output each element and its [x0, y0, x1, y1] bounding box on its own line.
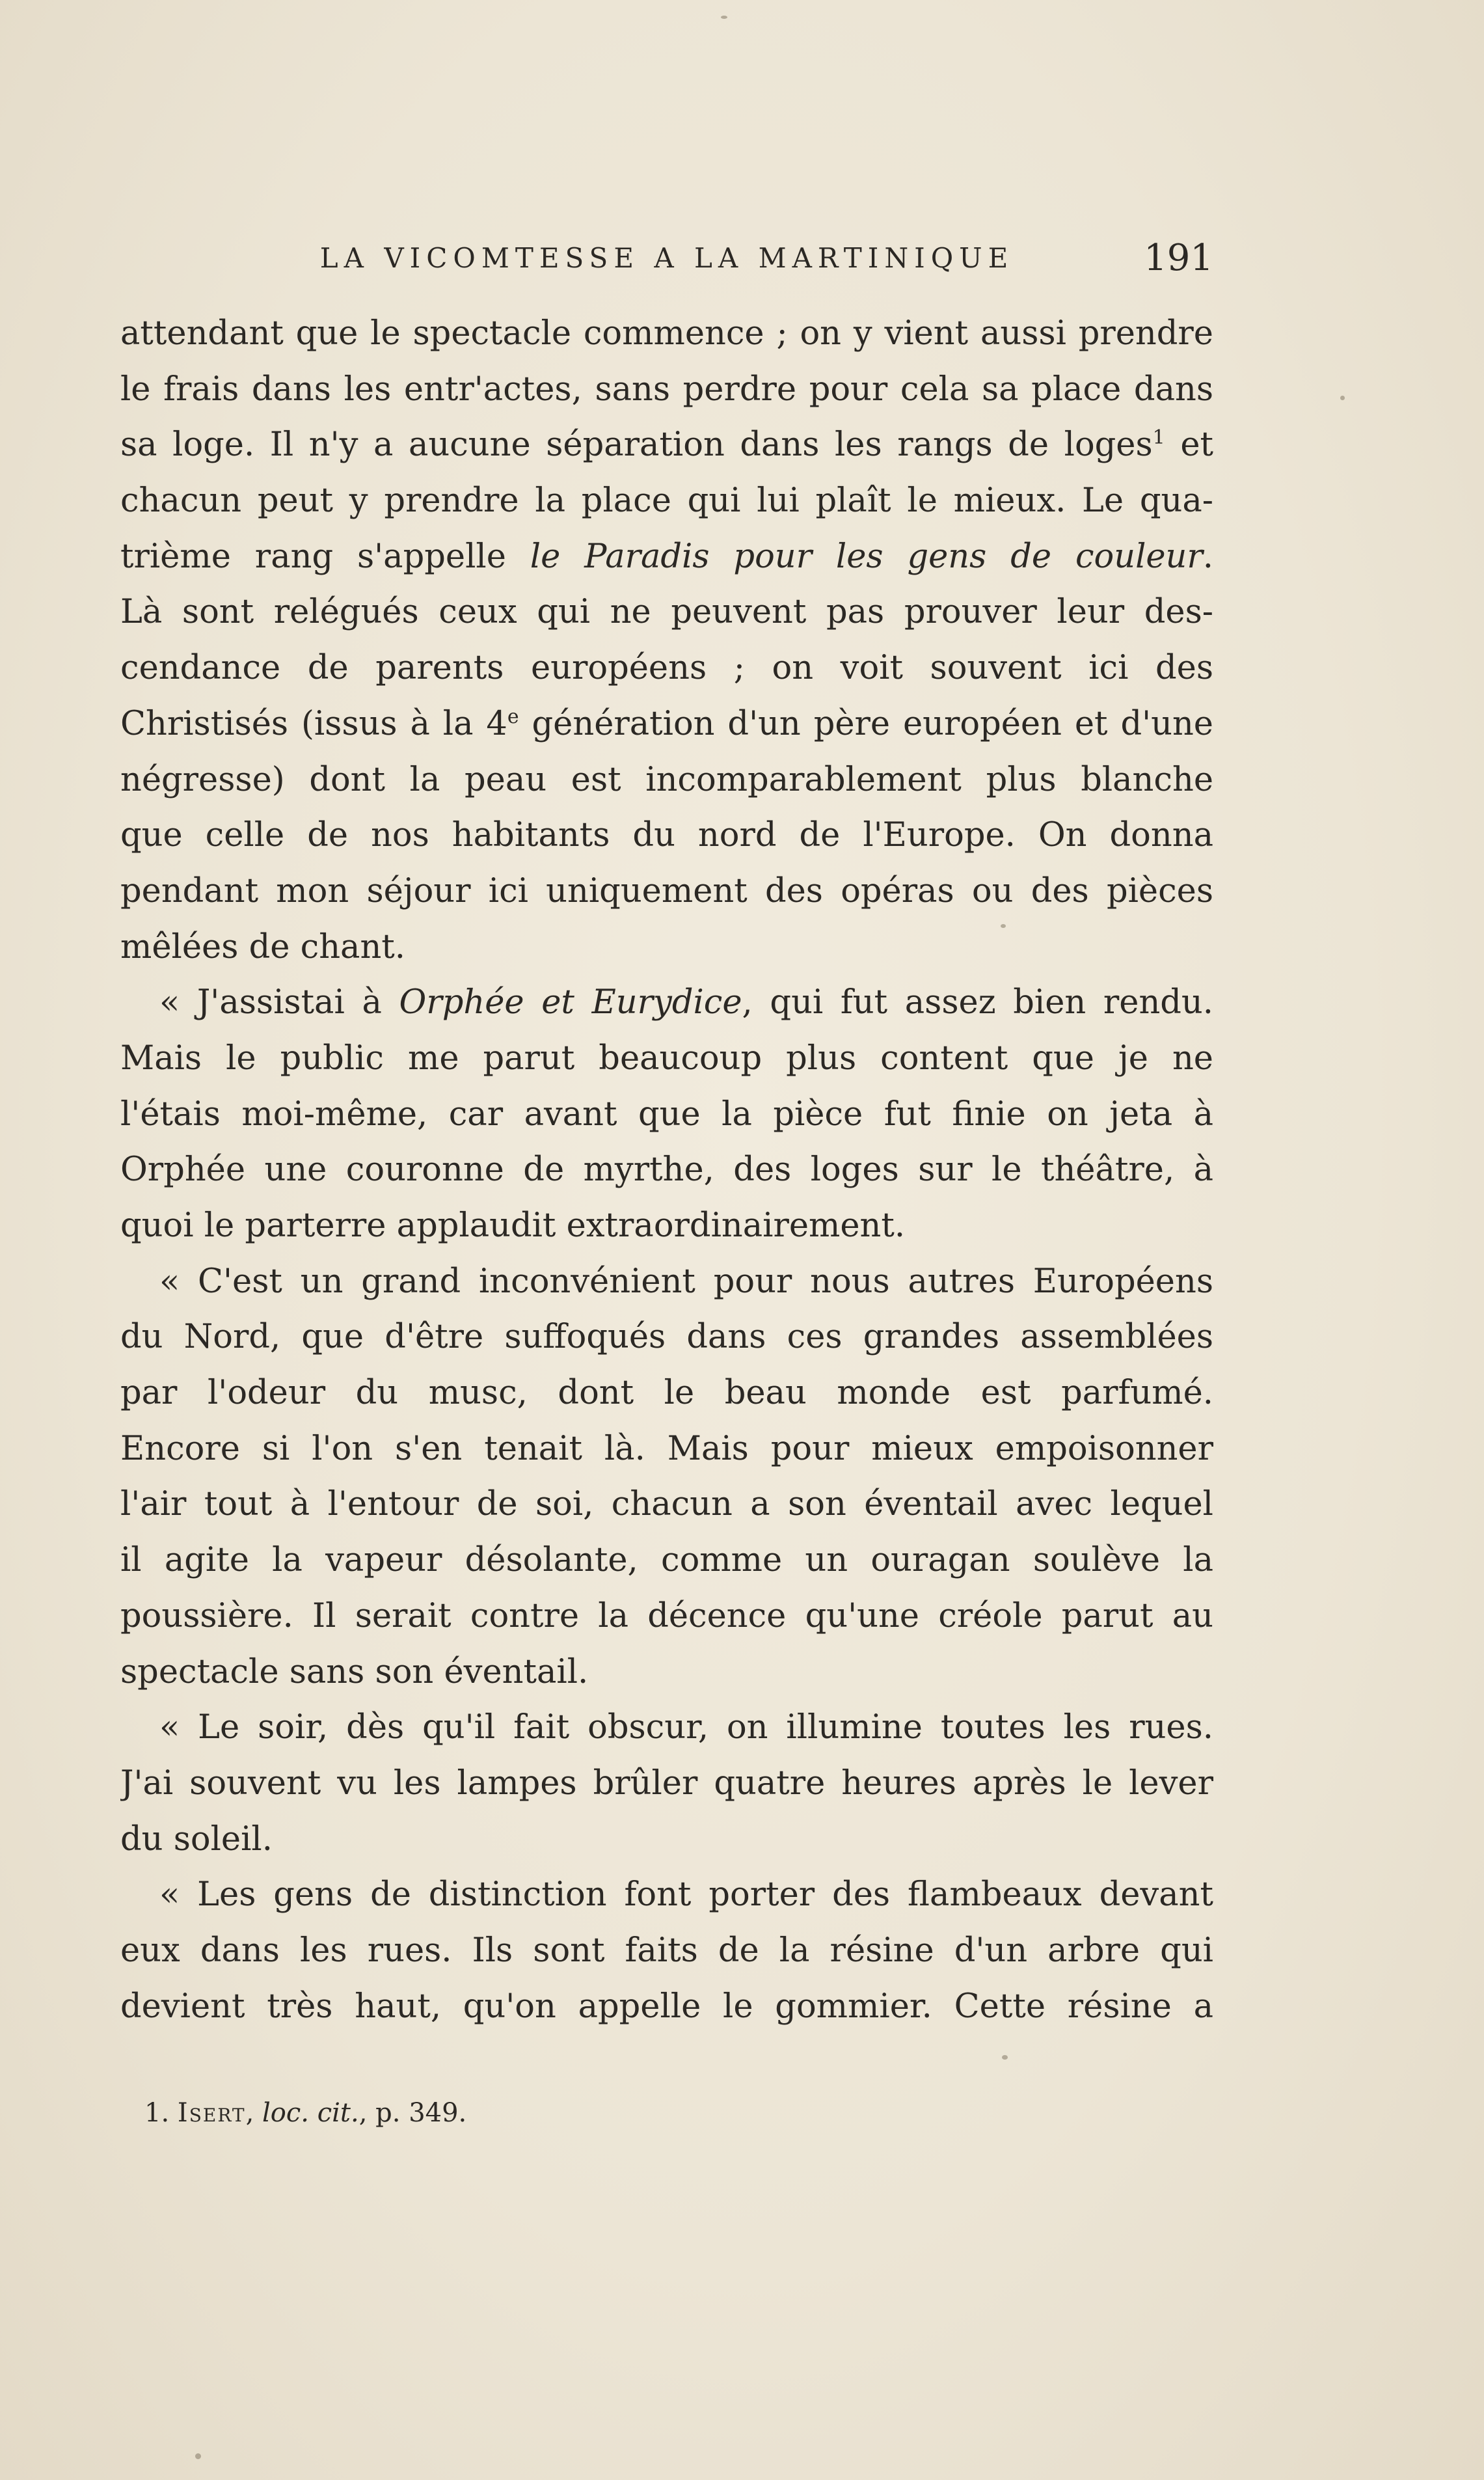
text-line: par l'odeur du musc, dont le beau monde est parfumé.	[120, 1374, 1213, 1413]
text-line: attendant que le spectacle commence ; on y vient aussi prendre	[120, 314, 1213, 353]
paper-speck	[1001, 924, 1006, 928]
paragraph-5	[120, 1867, 1213, 2034]
paragraph-1	[120, 306, 1213, 975]
text-line: chacun peut y prendre la place qui lui plaît le mieux. Le qua-	[120, 482, 1213, 521]
text-span: Christisés (issus à la 4	[120, 704, 507, 743]
paper-speck	[1340, 396, 1345, 400]
text-span: sa loge. Il n'y a aucune séparation dans les rangs de loges	[120, 426, 1153, 465]
text-line: quoi le parterre applaudit extraordinairement.	[120, 1206, 906, 1245]
paragraph-2	[120, 975, 1213, 1253]
text-line	[120, 529, 1213, 585]
running-head	[120, 236, 1213, 281]
text-line: « Le soir, dès qu'il fait obscur, on illumine toutes les rues.	[159, 1708, 1213, 1747]
text-span: , qui fut assez bien rendu.	[742, 983, 1213, 1022]
text-line: que celle de nos habitants du nord de l'Europe. On donna	[120, 816, 1213, 855]
italic-phrase: le Paradis pour les gens de couleur	[530, 537, 1203, 576]
footnote-marker: 1	[1152, 426, 1165, 450]
footnote-separator: ,	[358, 2098, 368, 2128]
text-line: spectacle sans son éventail.	[120, 1652, 589, 1691]
text-line: Mais le public me parut beaucoup plus content que je ne	[120, 1039, 1213, 1078]
paragraph-4	[120, 1700, 1213, 1867]
text-line: il agite la vapeur désolante, comme un ouragan soulève la	[120, 1541, 1213, 1580]
text-line: du soleil.	[120, 1819, 273, 1859]
text-line	[120, 975, 1213, 1031]
page-number: 191	[1144, 237, 1213, 279]
text-span: et	[1165, 426, 1213, 465]
footnote-number: 1.	[144, 2098, 170, 2128]
text-line: J'ai souvent vu les lampes brûler quatre heures après le lever	[120, 1764, 1213, 1803]
footnote-separator: ,	[245, 2098, 254, 2128]
text-line: cendance de parents européens ; on voit souvent ici des	[120, 649, 1213, 688]
superscript: e	[507, 705, 519, 728]
text-line: l'air tout à l'entour de soi, chacun a son éventail avec lequel	[120, 1485, 1213, 1524]
text-line: mêlées de chant.	[120, 927, 406, 966]
paper-speck	[721, 16, 727, 19]
footnote-author: Isert	[177, 2098, 246, 2128]
text-span: trième rang s'appelle	[120, 537, 530, 576]
text-line: le frais dans les entr'actes, sans perdre pour cela sa place dans	[120, 370, 1213, 409]
text-line: poussière. Il serait contre la décence qu'une créole parut au	[120, 1596, 1213, 1635]
italic-title: Orphée et Eurydice	[399, 983, 742, 1022]
text-span: génération d'un père européen et d'une	[519, 704, 1213, 743]
text-line: Orphée une couronne de myrthe, des loges sur le théâtre, à	[120, 1151, 1213, 1190]
text-span: .	[1202, 537, 1213, 576]
footnote-page: p. 349.	[375, 2098, 467, 2128]
text-line	[120, 696, 1213, 752]
paper-speck	[195, 2453, 201, 2459]
footnote	[144, 2090, 466, 2136]
paragraph-3	[120, 1254, 1213, 1700]
footnote-reference: loc. cit.	[262, 2098, 359, 2128]
text-line: l'étais moi-même, car avant que la pièce fut finie on jeta à	[120, 1095, 1213, 1134]
running-title: LA VICOMTESSE A LA MARTINIQUE	[319, 242, 1014, 274]
text-line	[120, 417, 1213, 473]
text-line: du Nord, que d'être suffoqués dans ces grandes assemblées	[120, 1318, 1213, 1357]
text-span: « J'assistai à	[159, 983, 399, 1022]
text-line: devient très haut, qu'on appelle le gommier. Cette résine a	[120, 1987, 1213, 2026]
text-line: « C'est un grand inconvénient pour nous autres Européens	[159, 1262, 1213, 1301]
text-line: Là sont relégués ceux qui ne peuvent pas prouver leur des-	[120, 593, 1213, 632]
text-line: « Les gens de distinction font porter des flambeaux devant	[159, 1875, 1213, 1915]
text-line: négresse) dont la peau est incomparablement plus blanche	[120, 760, 1213, 799]
text-line: eux dans les rues. Ils sont faits de la résine d'un arbre qui	[120, 1931, 1213, 1970]
text-line: pendant mon séjour ici uniquement des opéras ou des pièces	[120, 871, 1213, 910]
body-text	[120, 306, 1213, 2034]
text-line: Encore si l'on s'en tenait là. Mais pour mieux empoisonner	[120, 1429, 1213, 1468]
paper-speck	[1002, 2055, 1008, 2060]
